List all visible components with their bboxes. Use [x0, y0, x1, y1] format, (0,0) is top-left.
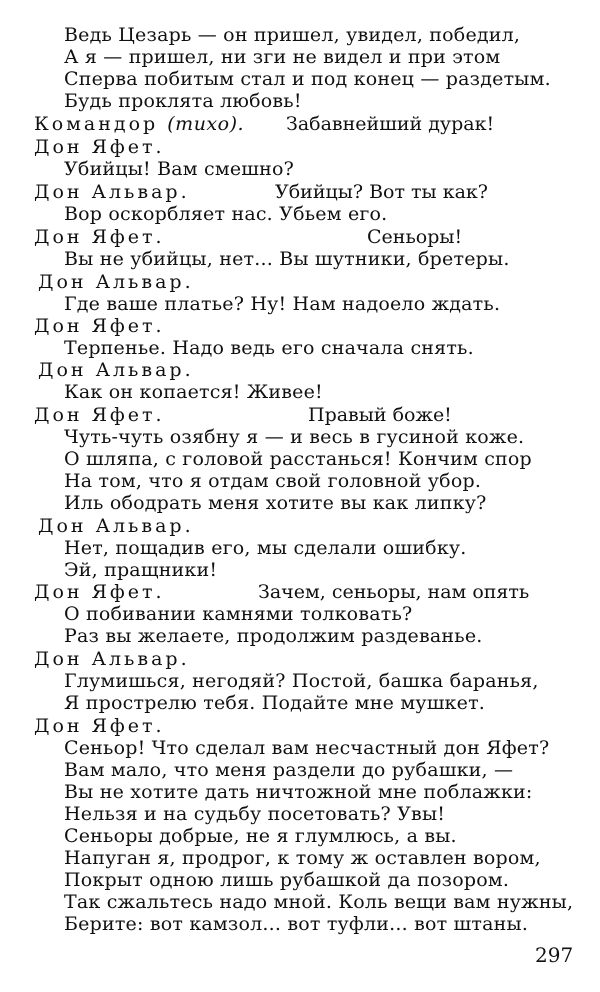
verse-line: Убийцы! Вам смешно?: [64, 158, 295, 180]
verse-line: О побивании камнями толковать?: [64, 603, 413, 625]
verse-line: Напуган я, продрог, к тому ж оставлен вором,: [64, 847, 541, 869]
verse-line: Так сжальтесь надо мной. Коль вещи вам нужны,: [64, 891, 574, 913]
speaker-don-alvar: Дон Альвар.: [38, 515, 194, 537]
verse-line: Правый боже!: [308, 404, 452, 426]
verse-line: Эй, пращники!: [64, 559, 218, 581]
verse-line: Ведь Цезарь — он пришел, увидел, победил,: [64, 24, 521, 46]
speaker-don-alvar: Дон Альвар.: [38, 271, 194, 293]
verse-line: Будь проклята любовь!: [64, 90, 302, 112]
verse-line: Вы не хотите дать ничтожной мне поблажки:: [64, 781, 533, 803]
verse-line: Как он копается! Живее!: [64, 381, 323, 403]
speaker-don-alvar: Дон Альвар.: [38, 359, 194, 381]
verse-line: Нет, пощадив его, мы сделали ошибку.: [64, 537, 467, 559]
verse-line: Нельзя и на судьбу посетовать? Увы!: [64, 803, 446, 825]
verse-line: Сперва побитым стал и под конец — раздетым.: [64, 68, 551, 90]
verse-line: Глумишься, негодяй? Постой, башка баранья,: [64, 670, 539, 692]
verse-line: Вор оскорбляет нас. Убьем его.: [64, 203, 388, 225]
speaker-don-yafet: Дон Яфет.: [34, 404, 165, 426]
page-number: 297: [535, 943, 574, 967]
verse-line: Вам мало, что меня раздели до рубашки, —: [64, 759, 514, 781]
verse-line: Зачем, сеньоры, нам опять: [258, 581, 530, 603]
stage-direction: (тихо).: [167, 113, 245, 135]
verse-line: Иль ободрать меня хотите вы как липку?: [64, 492, 487, 514]
speaker-don-yafet: Дон Яфет.: [34, 136, 165, 158]
verse-line: Берите: вот камзол... вот туфли... вот штаны.: [64, 913, 529, 935]
verse-line: Забавнейший дурак!: [286, 113, 495, 135]
verse-line: Вы не убийцы, нет... Вы шутники, бретеры.: [64, 248, 510, 270]
speaker-don-yafet: Дон Яфет.: [34, 715, 165, 737]
verse-line: Убийцы? Вот ты как?: [275, 181, 488, 203]
verse-line: Я прострелю тебя. Подайте мне мушкет.: [64, 692, 486, 714]
verse-line: А я — пришел, ни зги не видел и при этом: [64, 46, 501, 68]
speaker-don-yafet: Дон Яфет.: [34, 581, 165, 603]
speaker-don-yafet: Дон Яфет.: [34, 226, 165, 248]
verse-line: Сеньоры!: [367, 226, 463, 248]
verse-line: Сеньоры добрые, не я глумлюсь, а вы.: [64, 825, 457, 847]
verse-line: На том, что я отдам свой головной убор.: [64, 470, 482, 492]
speaker-don-alvar: Дон Альвар.: [34, 648, 190, 670]
verse-line: Где ваше платье? Ну! Нам надоело ждать.: [64, 293, 501, 315]
verse-line: Чуть-чуть озябну я — и весь в гусиной коже.: [64, 426, 525, 448]
speaker-name: Командор: [34, 113, 159, 135]
verse-line: О шляпа, с головой расстанься! Кончим спор: [64, 448, 532, 470]
verse-line: Сеньор! Что сделал вам несчастный дон Яфет?: [64, 737, 550, 759]
speaker-don-yafet: Дон Яфет.: [34, 315, 165, 337]
speaker-komandor: [34, 113, 244, 135]
speaker-don-alvar: Дон Альвар.: [34, 181, 190, 203]
verse-line: Терпенье. Надо ведь его сначала снять.: [64, 337, 474, 359]
verse-line: Покрыт одною лишь рубашкой да позором.: [64, 869, 510, 891]
verse-line: Раз вы желаете, продолжим раздеванье.: [64, 625, 483, 647]
